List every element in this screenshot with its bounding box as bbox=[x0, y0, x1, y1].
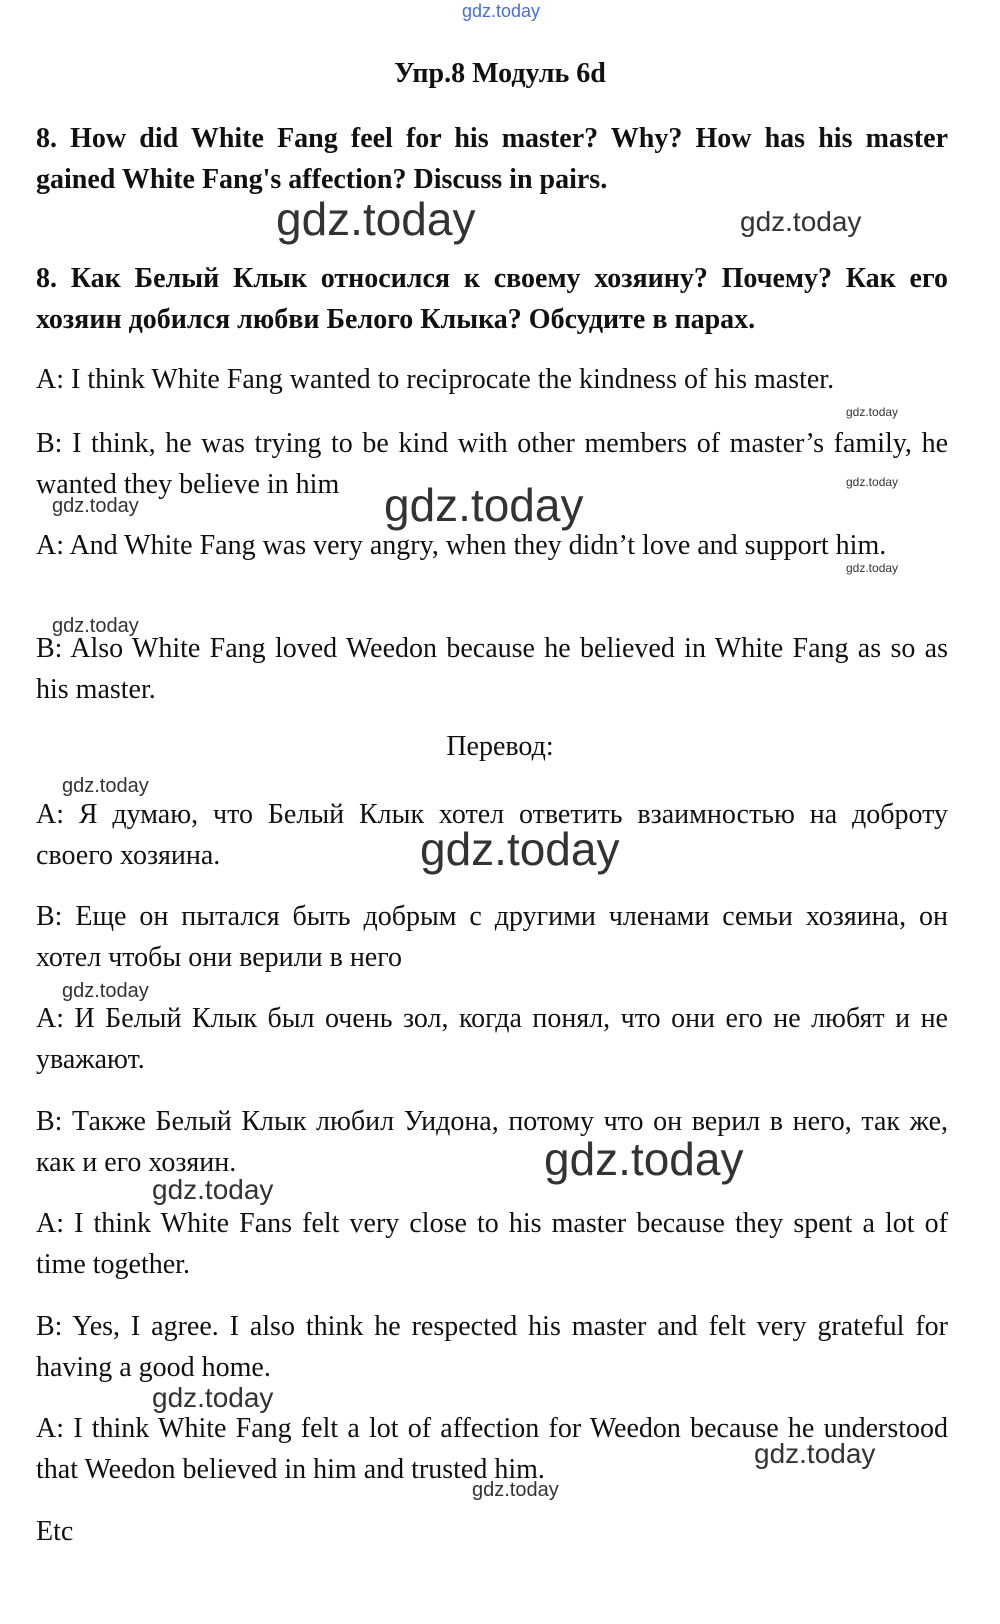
watermark: gdz.today bbox=[846, 405, 899, 419]
watermark: gdz.today bbox=[152, 1382, 274, 1413]
task-russian: 8. Как Белый Клык относился к своему хозяину? Почему? Как его хозяин добился любви Белого Клыка? Обсудите в парах. bbox=[36, 263, 948, 335]
watermark: gdz.today bbox=[52, 615, 139, 637]
ending-text: Etc bbox=[36, 1516, 74, 1547]
dialogue-line: A: I think White Fans felt very close to his master because they spent a lot of time together. bbox=[36, 1208, 948, 1280]
watermark-top: gdz.today bbox=[462, 1, 541, 21]
dialogue-line-translation: A: Я думаю, что Белый Клык хотел ответить взаимностью на доброту своего хозяина. bbox=[36, 799, 948, 871]
watermark: gdz.today bbox=[62, 775, 149, 797]
dialogue-line: B: I think, he was trying to be kind with other members of master’s family, he wanted they believe in him bbox=[36, 428, 948, 500]
page-title: Упр.8 Модуль 6d bbox=[394, 58, 606, 89]
watermark: gdz.today bbox=[384, 479, 584, 531]
watermark: gdz.today bbox=[472, 1479, 559, 1501]
dialogue-line: A: I think White Fang wanted to reciprocate the kindness of his master. bbox=[36, 364, 835, 395]
dialogue-line-translation: B: Еще он пытался быть добрым с другими членами семьи хозяина, он хотел чтобы они верили в него bbox=[36, 901, 948, 973]
dialogue-line: A: I think White Fang felt a lot of affection for Weedon because he understood that Weedon believed in him and trusted him. bbox=[36, 1413, 948, 1485]
watermark: gdz.today bbox=[754, 1438, 876, 1469]
watermark: gdz.today bbox=[544, 1133, 744, 1185]
watermark: gdz.today bbox=[846, 475, 899, 489]
dialogue-line-translation: B: Также Белый Клык любил Уидона, потому что он верил в него, так же, как и его хозяин. bbox=[36, 1106, 948, 1178]
dialogue-line: A: And White Fang was very angry, when they didn’t love and support him. bbox=[36, 530, 887, 561]
watermark: gdz.today bbox=[62, 980, 149, 1002]
watermark: gdz.today bbox=[846, 561, 899, 575]
watermark: gdz.today bbox=[740, 206, 862, 237]
watermark: gdz.today bbox=[152, 1174, 274, 1205]
watermark: gdz.today bbox=[420, 823, 620, 875]
watermark: gdz.today bbox=[52, 495, 139, 517]
dialogue-line: B: Yes, I agree. I also think he respected his master and felt very grateful for having a good home. bbox=[36, 1311, 948, 1383]
translation-heading: Перевод: bbox=[446, 731, 554, 762]
dialogue-line: B: Also White Fang loved Weedon because he believed in White Fang as so as his master. bbox=[36, 633, 948, 705]
task-english: 8. How did White Fang feel for his master? Why? How has his master gained White Fang's affection? Discuss in pairs. bbox=[36, 123, 948, 195]
dialogue-line-translation: A: И Белый Клык был очень зол, когда понял, что они его не любят и не уважают. bbox=[36, 1003, 948, 1075]
watermark: gdz.today bbox=[276, 193, 476, 245]
